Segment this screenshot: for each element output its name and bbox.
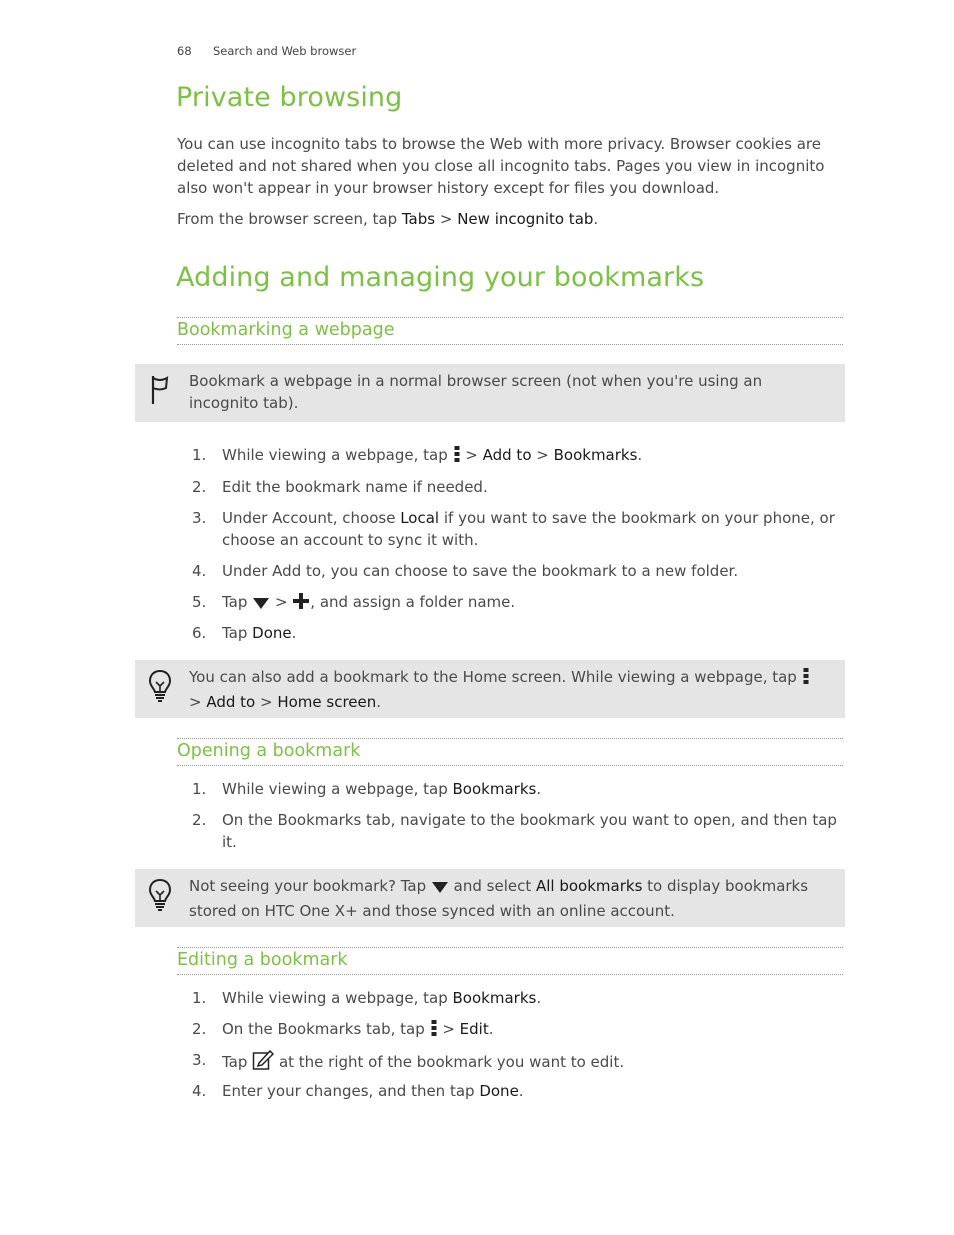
step-text [222,1049,837,1077]
menu-dots-icon [453,445,461,469]
bookmarks-label: Bookmarks [553,446,638,464]
tip-text [189,666,834,713]
period: . [536,780,542,798]
step-text [222,778,837,800]
note-text: Bookmark a webpage in a normal browser screen (not when you're using an incognito tab). [189,372,763,412]
step-number: 3. [192,1051,207,1069]
step-text-part: , and assign a folder name. [310,593,516,611]
step-text: On the Bookmarks tab, navigate to the bookmark you want to open, and then tap it. [222,811,837,851]
step-text-part: Enter your changes, and then tap [222,1082,480,1100]
step-text: Under Add to, you can choose to save the bookmark to a new folder. [222,562,739,580]
step-number: 3. [192,509,207,527]
bookmarking-heading-box [177,317,843,345]
done-label: Done [479,1082,519,1100]
separator: > [255,693,278,711]
separator: > [435,210,458,228]
all-bookmarks-label: All bookmarks [535,877,643,895]
step-text [222,1080,837,1102]
lightbulb-icon [148,669,172,707]
add-to-label: Add to [482,446,532,464]
private-browsing-para: You can use incognito tabs to browse the Web with more privacy. Browser cookies are deleted and not shared when you close all incognito tabs. Pages you view in incognito also won't appear in your browser history except for files you download. [177,135,825,197]
period: . [536,989,542,1007]
step-text [222,444,837,469]
bookmarks-title: Adding and managing your bookmarks [176,262,705,293]
list-item [192,476,842,498]
editing-heading: Editing a bookmark [177,950,348,970]
separator: > [189,693,207,711]
home-screen-label: Home screen [277,693,377,711]
opening-heading: Opening a bookmark [177,741,361,761]
list-item [192,1080,842,1102]
step-text-part: While viewing a webpage, tap [222,446,453,464]
menu-dots-icon [802,667,810,691]
tip-text-part: Not seeing your bookmark? Tap [189,877,431,895]
list-item [192,507,842,551]
done-label: Done [252,624,292,642]
period: . [376,693,382,711]
lightbulb-icon [148,878,172,916]
step-text-part: at the right of the bookmark you want to edit. [274,1053,625,1071]
period: . [518,1082,524,1100]
step-number: 2. [192,478,207,496]
step-text-part: Tap [222,1053,253,1071]
note-box [135,364,845,422]
step-text-part: While viewing a webpage, tap [222,780,453,798]
list-item [192,622,842,644]
list-item [192,1049,842,1071]
list-item [192,778,842,800]
list-item [192,809,842,853]
step-number: 4. [192,562,207,580]
period: . [637,446,643,464]
step-number: 2. [192,811,207,829]
bookmarks-label: Bookmarks [452,780,537,798]
local-label: Local [400,509,440,527]
tip-text-part: You can also add a bookmark to the Home screen. While viewing a webpage, tap [189,668,802,686]
list-item [192,444,842,466]
step-text: Edit the bookmark name if needed. [222,478,488,496]
section-title: Search and Web browser [213,44,357,58]
step-text [222,507,837,551]
period: . [488,1020,494,1038]
page-header [177,44,356,58]
step-number: 6. [192,624,207,642]
triangle-down-icon [431,878,449,900]
tip-text [189,875,834,922]
private-browsing-title: Private browsing [176,82,403,113]
step-text [222,622,837,644]
step-number: 4. [192,1082,207,1100]
separator: > [531,446,554,464]
step-text-part: if you want to save the bookmark on your phone, or choose an account to sync it with. [222,509,835,549]
page-number: 68 [177,44,192,58]
step-number: 1. [192,780,207,798]
plus-icon [292,592,310,616]
step-text-part: Tap [222,593,253,611]
tabs-label: Tabs [401,210,436,228]
editing-heading-box [177,947,843,975]
step-number: 2. [192,1020,207,1038]
step-text-part: Tap [222,624,253,642]
new-incognito-tab-label: New incognito tab [457,210,594,228]
bookmarks-label: Bookmarks [452,989,537,1007]
note-flag-icon [148,374,170,410]
tip-text-part: to display bookmarks stored on HTC One X+ and those synced with an online account. [189,877,809,920]
list-item [192,591,842,613]
tip-box [135,660,845,718]
period: . [291,624,297,642]
tip-text-part: and select [448,877,536,895]
step-text [222,1018,837,1043]
add-to-label: Add to [206,693,256,711]
step-number: 1. [192,989,207,1007]
step-text-part: Under Account, choose [222,509,401,527]
bookmarking-heading: Bookmarking a webpage [177,320,395,340]
list-item [192,1018,842,1040]
edit-label: Edit [459,1020,489,1038]
tip-box [135,869,845,927]
step-text-part: On the Bookmarks tab, tap [222,1020,430,1038]
list-item [192,560,842,582]
separator: > [437,1020,460,1038]
menu-dots-icon [430,1019,438,1043]
instruction-text: From the browser screen, tap [177,210,402,228]
separator: > [460,446,483,464]
step-number: 1. [192,446,207,464]
period: . [593,210,599,228]
opening-heading-box [177,738,843,766]
step-text-part: While viewing a webpage, tap [222,989,453,1007]
step-text [222,591,837,616]
list-item [192,987,842,1009]
separator: > [270,593,293,611]
private-browsing-instruction [177,208,827,230]
triangle-down-icon [252,594,270,616]
step-number: 5. [192,593,207,611]
edit-pencil-icon [252,1049,274,1077]
step-text [222,987,837,1009]
